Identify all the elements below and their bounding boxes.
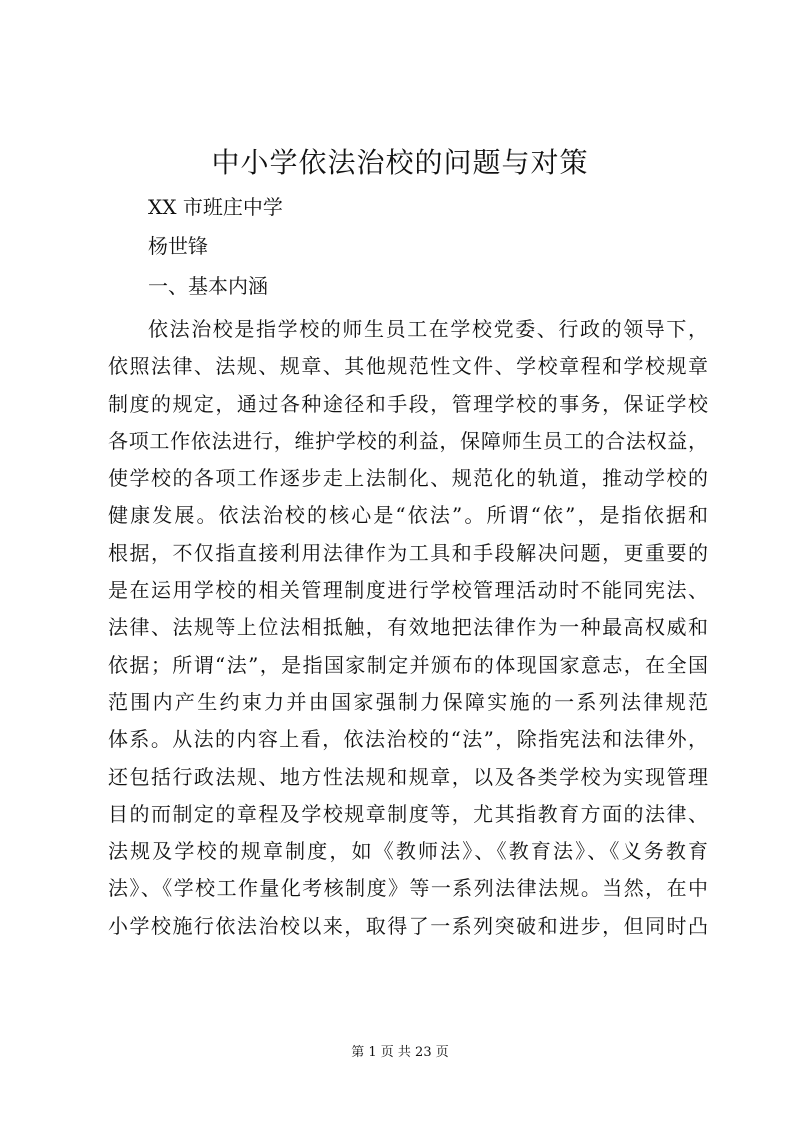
paragraph-line: 依据；所谓“法”，是指国家制定并颁布的体现国家意志，在全国 bbox=[108, 652, 708, 677]
paragraph-line: 体系。从法的内容上看，依法治校的“法”，除指宪法和法律外， bbox=[108, 727, 708, 752]
author-name: 杨世锋 bbox=[148, 234, 208, 258]
paragraph-line: 依法治校是指学校的师生员工在学校党委、行政的领导下， bbox=[148, 317, 708, 341]
section-heading: 一、基本内涵 bbox=[148, 274, 268, 298]
document-title: 中小学依法治校的问题与对策 bbox=[211, 146, 589, 179]
paragraph-line: 小学校施行依法治校以来，取得了一系列突破和进步，但同时凸 bbox=[108, 913, 708, 938]
paragraph-line: 根据，不仅指直接利用法律作为工具和手段解决问题，更重要的 bbox=[108, 540, 708, 565]
page-footer: 第 1 页 共 23 页 bbox=[351, 1045, 449, 1060]
body-paragraph bbox=[108, 311, 708, 945]
paragraph-line: 法》、《学校工作量化考核制度》等一系列法律法规。当然，在中 bbox=[108, 876, 708, 901]
paragraph-line: 还包括行政法规、地方性法规和规章，以及各类学校为实现管理 bbox=[108, 764, 708, 789]
paragraph-line: 范围内产生约束力并由国家强制力保障实施的一系列法律规范 bbox=[108, 689, 708, 714]
paragraph-line: 目的而制定的章程及学校规章制度等，尤其指教育方面的法律、 bbox=[108, 801, 708, 826]
paragraph-line: 法规及学校的规章制度，如《教师法》、《教育法》、《义务教育 bbox=[108, 839, 708, 864]
paragraph-line: 制度的规定，通过各种途径和手段，管理学校的事务，保证学校 bbox=[108, 391, 708, 416]
paragraph-line: 健康发展。依法治校的核心是“依法”。所谓“依”，是指依据和 bbox=[108, 503, 708, 528]
school-name: XX 市班庄中学 bbox=[148, 195, 283, 219]
paragraph-line: 依照法律、法规、规章、其他规范性文件、学校章程和学校规章 bbox=[108, 354, 708, 379]
paragraph-line: 各项工作依法进行，维护学校的利益，保障师生员工的合法权益， bbox=[108, 428, 708, 453]
paragraph-line: 是在运用学校的相关管理制度进行学校管理活动时不能同宪法、 bbox=[108, 578, 708, 603]
paragraph-line: 法律、法规等上位法相抵触，有效地把法律作为一种最高权威和 bbox=[108, 615, 708, 640]
paragraph-line: 使学校的各项工作逐步走上法制化、规范化的轨道，推动学校的 bbox=[108, 466, 708, 491]
